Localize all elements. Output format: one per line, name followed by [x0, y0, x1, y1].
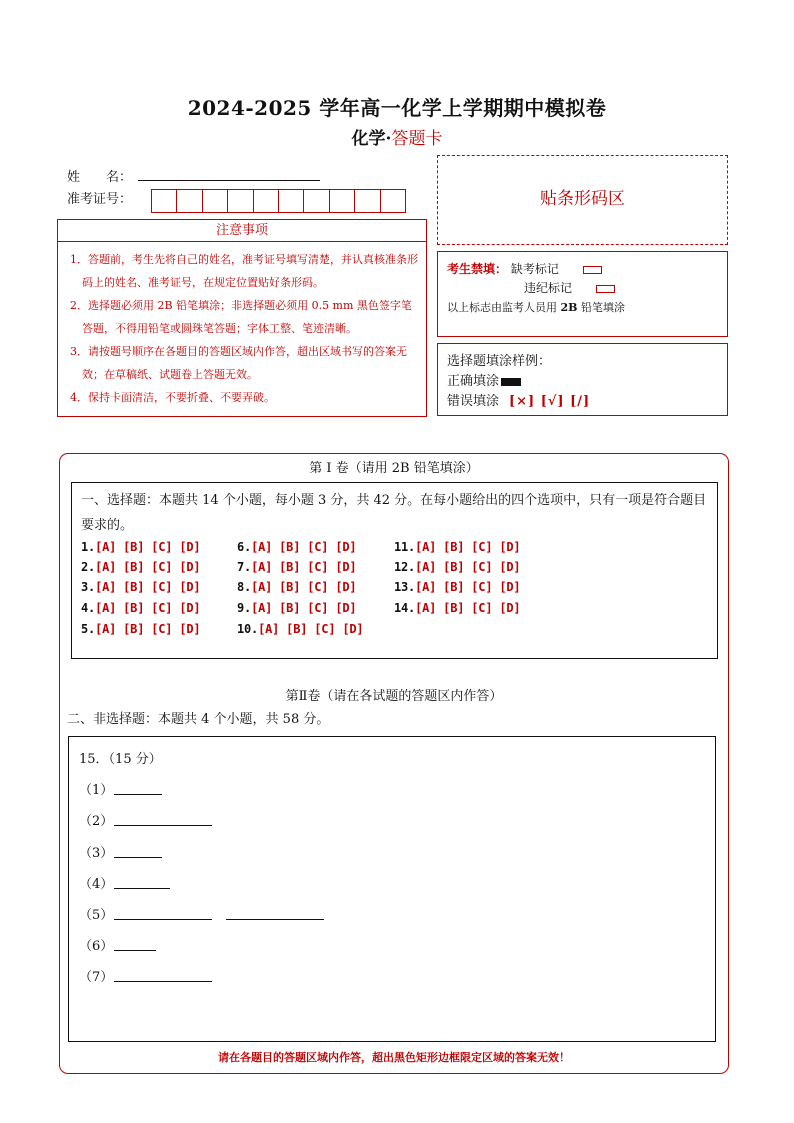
absent-mark-label: 缺考标记 [510, 262, 559, 276]
part2-title: 第Ⅱ卷（请在各试题的答题区内作答） [285, 689, 503, 704]
answer-line[interactable] [114, 888, 170, 889]
answer-line[interactable] [114, 919, 212, 920]
exam-number-boxes[interactable] [151, 189, 405, 213]
question-row[interactable]: 3.[A] [B] [C] [D] [81, 580, 201, 594]
part1-intro: 一、选择题：本题共 14 个小题，每小题 3 分，共 42 分。在每小题给出的四个选项中，只有一项是符合题目要求的。 [81, 493, 707, 533]
name-label: 姓 名： [67, 170, 133, 185]
sub-question-label: （4） [79, 877, 114, 892]
examinee-forbidden-box [437, 251, 728, 337]
sub-question-label: （3） [79, 846, 114, 861]
question-row[interactable]: 4.[A] [B] [C] [D] [81, 601, 201, 615]
question-row[interactable]: 12.[A] [B] [C] [D] [394, 560, 521, 574]
sub-question-label: （6） [79, 939, 114, 954]
correct-fill-label: 正确填涂 [447, 374, 500, 389]
subject-label: 化学· [351, 129, 392, 149]
note-item: 3．请按题号顺序在各题目的答题区域内作答，超出区域书写的答案无效；在草稿纸、试题卷上答题无效。 [70, 345, 407, 381]
answer-line[interactable] [114, 825, 212, 826]
note-item: 4．保持卡面清洁，不要折叠、不要弄破。 [70, 391, 275, 404]
question-row[interactable]: 1.[A] [B] [C] [D] [81, 540, 201, 554]
question-row[interactable]: 11.[A] [B] [C] [D] [394, 540, 521, 554]
question-row[interactable]: 13.[A] [B] [C] [D] [394, 580, 521, 594]
page-subtitle [0, 124, 794, 149]
question-row[interactable]: 10.[A] [B] [C] [D] [237, 622, 364, 636]
question-row[interactable]: 8.[A] [B] [C] [D] [237, 580, 357, 594]
wrong-fill-marks: [×] [√] [/] [509, 394, 591, 409]
forbidden-note-prefix: 以上标志由监考人员用 [447, 301, 561, 314]
question-row[interactable]: 7.[A] [B] [C] [D] [237, 560, 357, 574]
barcode-area: 贴条形码区 [437, 155, 728, 245]
answer-line[interactable] [226, 919, 324, 920]
question-row[interactable]: 2.[A] [B] [C] [D] [81, 560, 201, 574]
forbidden-note-suffix: 铅笔填涂 [577, 301, 625, 314]
sub-question-label: （2） [79, 814, 114, 829]
card-label: 答题卡 [391, 129, 443, 149]
answer-line[interactable] [114, 950, 156, 951]
notes-box [57, 242, 427, 417]
exam-number-cell[interactable] [303, 189, 329, 213]
part1-title: 第 I 卷（请用 2B 铅笔填涂） [309, 461, 479, 476]
forbidden-label: 考生禁填： [447, 262, 508, 276]
exam-number-cell[interactable] [227, 189, 253, 213]
notes-heading: 注意事项 [57, 219, 427, 242]
question-row[interactable]: 14.[A] [B] [C] [D] [394, 601, 521, 615]
question-row[interactable]: 9.[A] [B] [C] [D] [237, 601, 357, 615]
exam-number-cell[interactable] [151, 189, 177, 213]
exam-number-label: 准考证号： [67, 192, 133, 207]
wrong-fill-label: 错误填涂 [447, 394, 500, 409]
fill-sample-title: 选择题填涂样例： [447, 354, 552, 369]
exam-number-cell[interactable] [253, 189, 279, 213]
part2-intro: 二、非选择题：本题共 4 个小题，共 58 分。 [67, 712, 330, 727]
correct-fill-sample [501, 378, 521, 386]
answer-line[interactable] [114, 794, 162, 795]
page-title: 2024-2025 学年高一化学上学期期中模拟卷 [187, 96, 607, 120]
exam-number-cell[interactable] [380, 189, 406, 213]
answer-line[interactable] [114, 981, 212, 982]
name-field[interactable] [138, 180, 320, 181]
question-row[interactable]: 5.[A] [B] [C] [D] [81, 622, 201, 636]
sub-question-label: （5） [79, 908, 114, 923]
note-item: 1．答题前，考生先将自己的姓名，准考证号填写清楚，并认真核准条形码上的姓名、准考证号，在规定位置贴好条形码。 [70, 253, 418, 289]
exam-number-cell[interactable] [278, 189, 304, 213]
exam-number-cell[interactable] [329, 189, 355, 213]
absent-mark-box[interactable] [583, 266, 602, 274]
answer-line[interactable] [114, 857, 162, 858]
exam-number-cell[interactable] [202, 189, 228, 213]
question-row[interactable]: 6.[A] [B] [C] [D] [237, 540, 357, 554]
exam-number-cell[interactable] [176, 189, 202, 213]
forbidden-note-pencil: 2B [560, 301, 578, 314]
question-15-answer-box[interactable] [68, 736, 716, 1042]
footer-warning: 请在各题目的答题区域内作答，超出黑色矩形边框限定区域的答案无效！ [218, 1051, 570, 1064]
fill-sample-box [437, 343, 728, 416]
violation-mark-box[interactable] [596, 285, 615, 293]
sub-question-label: （1） [79, 783, 114, 798]
question-15-title: 15．（15 分） [79, 752, 162, 767]
note-item: 2．选择题必须用 2B 铅笔填涂；非选择题必须用 0.5 mm 黑色签字笔答题，不得用铅笔或圆珠笔答题；字体工整、笔迹清晰。 [70, 299, 412, 335]
sub-question-label: （7） [79, 970, 114, 985]
violation-mark-label: 违纪标记 [524, 281, 573, 295]
exam-number-cell[interactable] [354, 189, 380, 213]
